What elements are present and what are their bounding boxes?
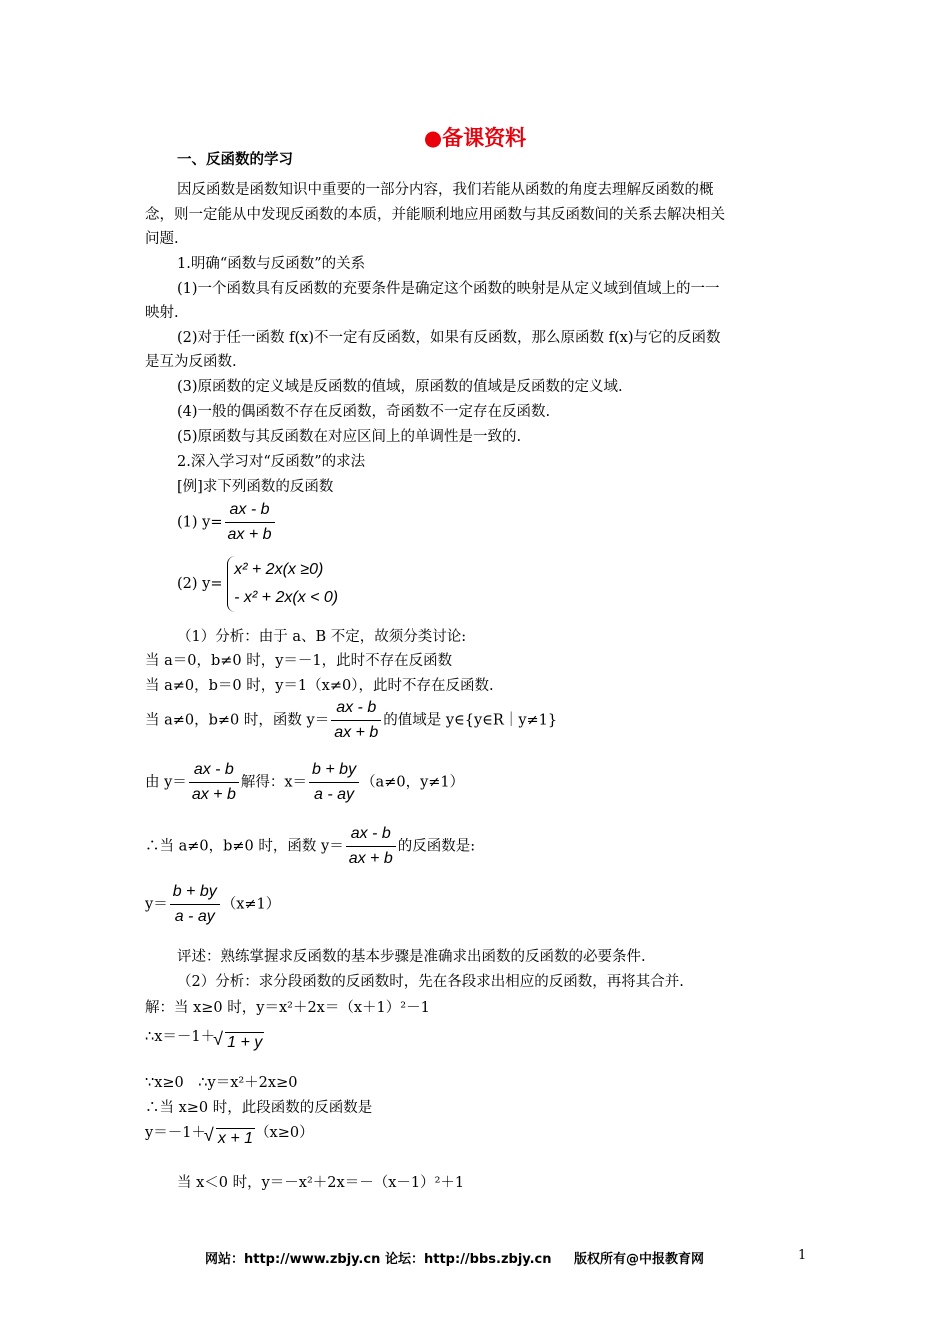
paragraph-line: 念，则一定能从中发现反函数的本质，并能顺利地应用函数与其反函数间的关系去解决相关 [145,207,725,223]
paragraph-line: (1)一个函数具有反函数的充要条件是确定这个函数的映射是从定义域到值域上的一一 [177,281,720,297]
footer-site: 网站：http://www.zbjy.cn [205,1252,381,1267]
example-2-label: (2) y= [177,576,223,592]
paragraph-line: (3)原函数的定义域是反函数的值域，原函数的值域是反函数的定义域. [177,379,623,395]
paragraph-line: 问题. [145,231,179,247]
section-heading: 一、反函数的学习 [177,152,293,168]
footer-forum: 论坛：http://bbs.zbjy.cn [385,1252,552,1267]
analysis-line: 当 a≠0，b＝0 时，y＝1（x≠0），此时不存在反函数. [145,678,494,694]
solution-line: 解：当 x≥0 时，y＝x²＋2x＝（x＋1）²－1 [145,1000,430,1016]
piecewise-cases: x² + 2x(x ≥0) - x² + 2x(x < 0) [227,556,338,612]
analysis-line: （2）分析：求分段函数的反函数时，先在各段求出相应的反函数，再将其合并. [177,974,684,990]
conclusion-line: ∴当 a≠0，b≠0 时，函数 y＝ $\frac{ax - b}{ax + b}$ 的反函数是: [145,825,476,867]
comment-line: 评述：熟练掌握求反函数的基本步骤是准确求出函数的反函数的必要条件. [177,949,646,965]
footer-copyright: 版权所有@中报教育网 [574,1252,705,1267]
solve-line: 由 y＝ $\frac{ax - b}{ax + b}$ 解得：x＝ $\frac{b + by}{a - ay}$ （a≠0，y≠1） [145,761,465,803]
inverse-fraction: $\frac{b + by}{a - ay}$ [170,882,220,927]
analysis-line-fraction: 当 a≠0，b≠0 时，函数 y＝ $\frac{ax - b}{ax + b}$ 的值域是 y∈{y∈R｜y≠1} [145,699,558,741]
example-1-label: (1) y= [177,514,223,531]
result-line: y＝ $\frac{b + by}{a - ay}$ （x≠1） [145,883,281,925]
inverse-fraction: $\frac{b + by}{a - ay}$ [309,760,359,805]
solution-line: ∵x≥0 ∴y＝x²＋2x≥0 [145,1075,298,1091]
paragraph-line: 是互为反函数. [145,354,237,370]
paragraph-line: (4)一般的偶函数不存在反函数，奇函数不一定存在反函数. [177,404,551,420]
subheading: 2.深入学习对“反函数”的求法 [177,454,366,470]
solution-line: 当 x＜0 时，y＝－x²＋2x＝－（x－1）²＋1 [177,1175,465,1191]
sqrt-expression: √ 1 + y [225,1032,264,1053]
solution-line-sqrt: ∴x＝－1＋√ 1 + y [145,1026,264,1047]
paragraph-line: 因反函数是函数知识中重要的一部分内容，我们若能从函数的角度去理解反函数的概 [177,182,714,198]
solution-line-sqrt: y＝－1＋√ x + 1 （x≥0） [145,1122,314,1143]
paragraph-line: 映射. [145,305,179,321]
fraction: $\frac{ax - b}{ax + b}$ [225,500,275,545]
example-2 [177,556,338,612]
fraction: $\frac{ax - b}{ax + b}$ [331,698,381,743]
paragraph-line: (2)对于任一函数 f(x)不一定有反函数，如果有反函数，那么原函数 f(x)与它的反函数 [177,330,721,346]
solution-line: ∴当 x≥0 时，此段函数的反函数是 [145,1100,373,1116]
page-number: 1 [798,1248,807,1263]
example-1 [177,500,277,545]
page-title: ●备课资料 [423,126,527,150]
sqrt-expression: √ x + 1 [216,1128,255,1149]
fraction: $\frac{ax - b}{ax + b}$ [346,824,396,869]
paragraph-line: (5)原函数与其反函数在对应区间上的单调性是一致的. [177,429,522,445]
subheading: 1.明确“函数与反函数”的关系 [177,256,366,272]
fraction: $\frac{ax - b}{ax + b}$ [189,760,239,805]
analysis-line: （1）分析：由于 a、B 不定，故须分类讨论: [177,629,467,645]
analysis-line: 当 a＝0，b≠0 时，y＝－1，此时不存在反函数 [145,653,453,669]
example-heading: [例]求下列函数的反函数 [177,479,334,495]
